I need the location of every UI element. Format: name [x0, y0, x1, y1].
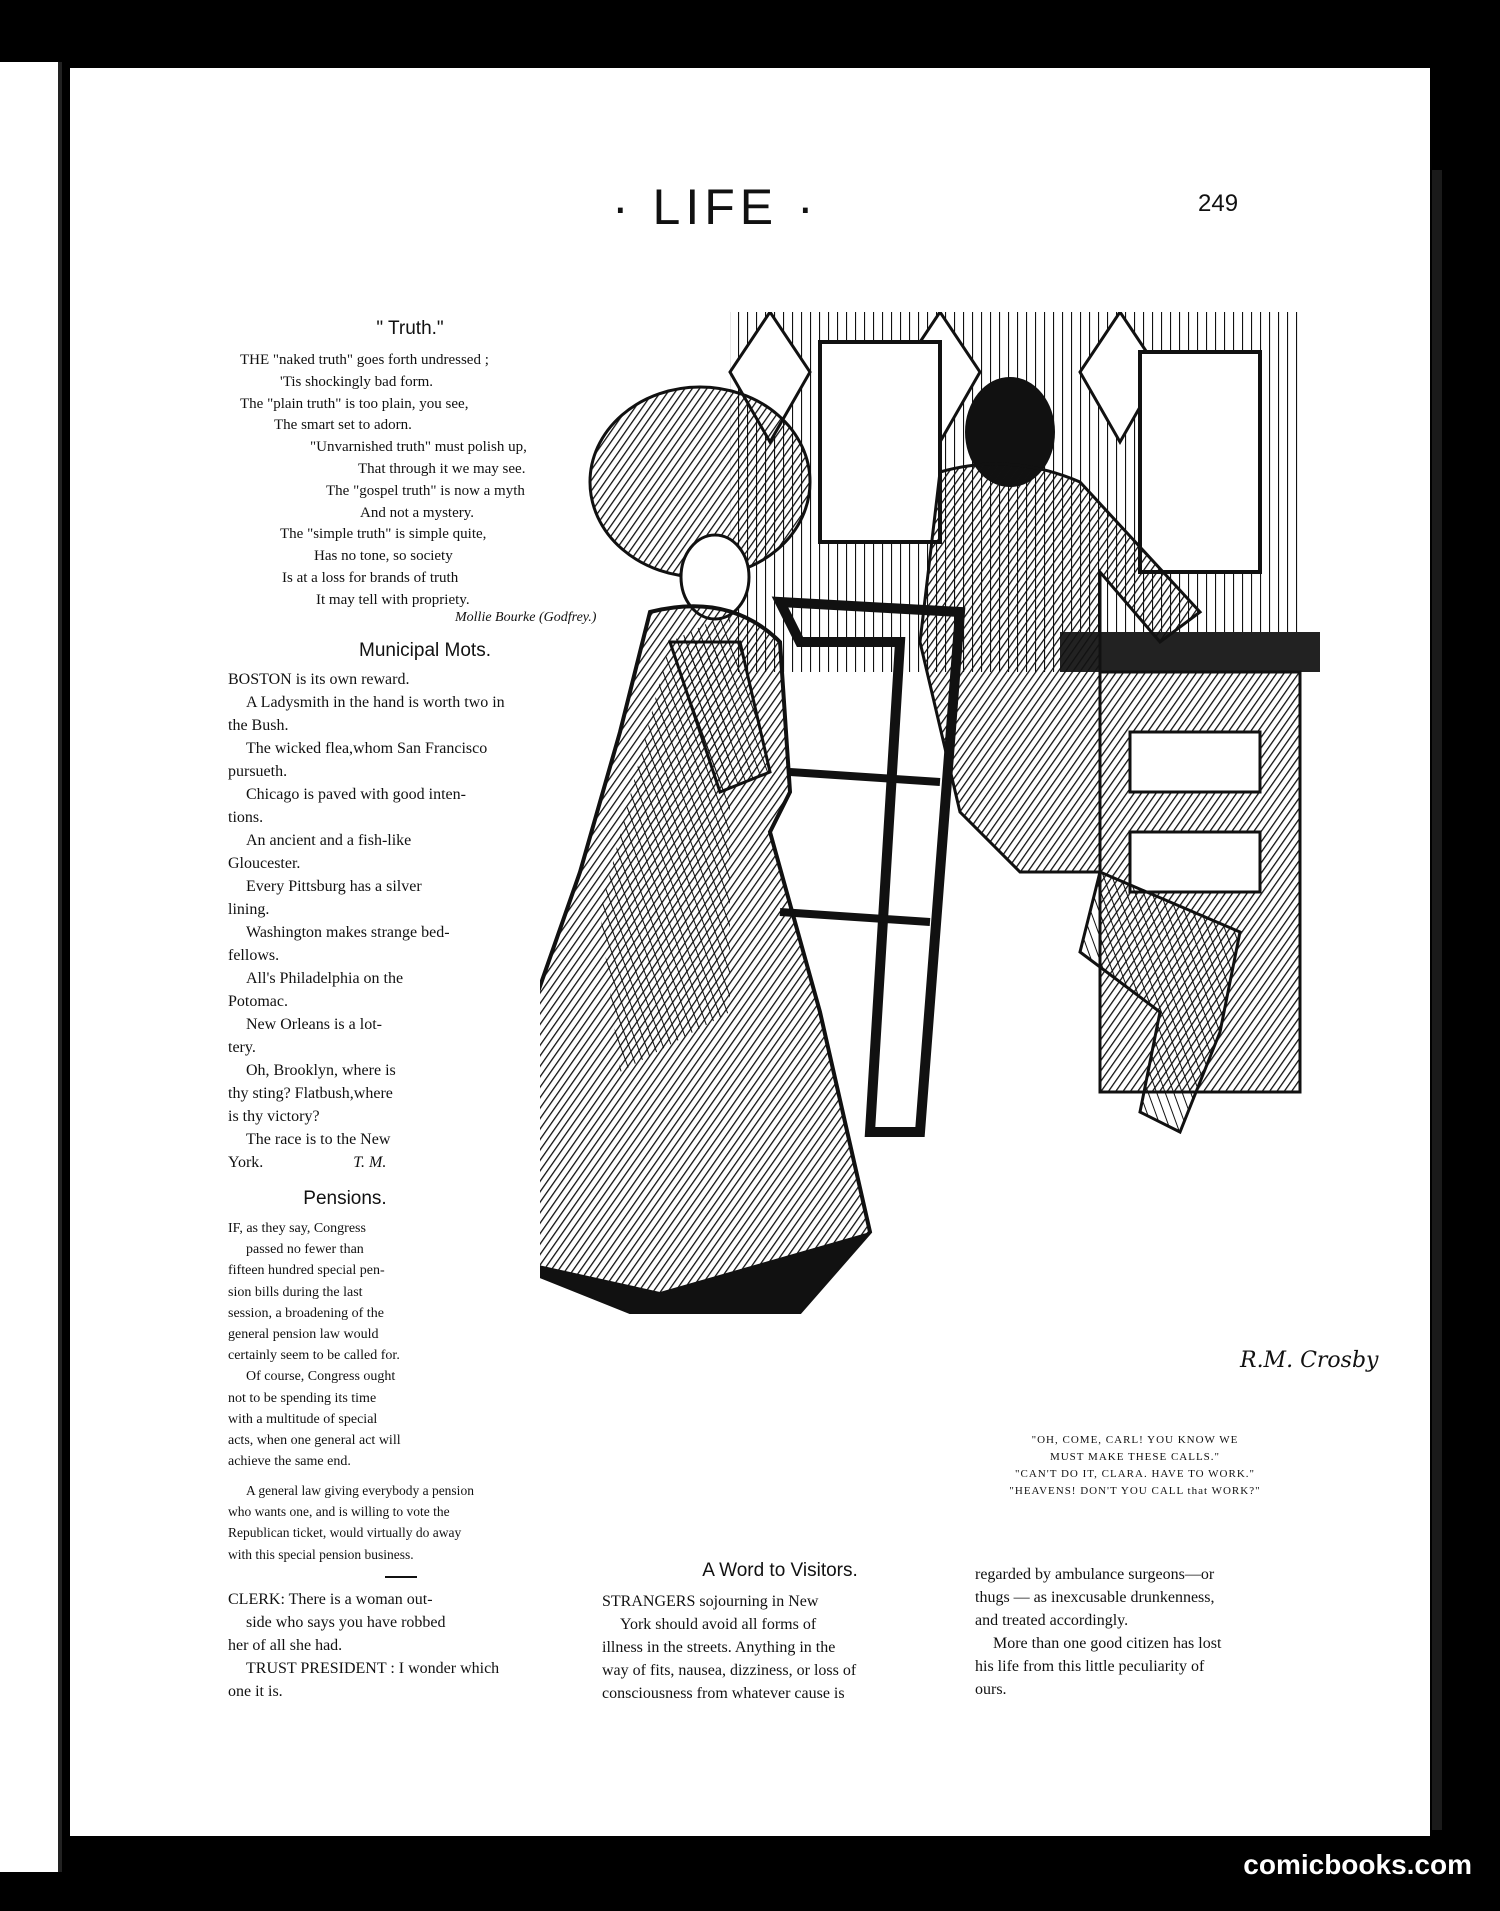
text-line: not to be spending its time	[228, 1390, 377, 1406]
poem-line: That through it we may see.	[358, 460, 526, 477]
text-line: achieve the same end.	[228, 1454, 351, 1470]
text-line: the Bush.	[228, 717, 289, 734]
page-number: 249	[1198, 190, 1239, 217]
text-line: fifteen hundred special pen-	[228, 1263, 385, 1279]
poem-line: And not a mystery.	[360, 504, 475, 521]
poem-line: 'Tis shockingly bad form.	[280, 373, 433, 390]
text-line: Chicago is paved with good inten-	[246, 786, 466, 803]
text-line: CLERK: There is a woman out-	[228, 1591, 433, 1608]
text-line: Washington makes strange bed-	[246, 924, 450, 941]
text-line: one it is.	[228, 1683, 283, 1700]
illustrator-signature: R.M. Crosby	[1240, 1348, 1379, 1373]
text-line: A Ladysmith in the hand is worth two in	[246, 694, 505, 711]
masthead: · LIFE ·	[612, 179, 819, 235]
text-line: his life from this little peculiarity of	[975, 1658, 1205, 1675]
visitors-column-2	[975, 1563, 1335, 1701]
text-line: Republican ticket, would virtually do away	[228, 1525, 462, 1541]
truth-signature: Mollie Bourke (Godfrey.)	[455, 610, 597, 625]
visitors-title: A Word to Visitors.	[702, 1560, 858, 1581]
text-line: is thy victory?	[228, 1108, 320, 1125]
text-line: certainly seem to be called for.	[228, 1348, 400, 1364]
poem-line: The "gospel truth" is now a myth	[326, 482, 525, 499]
text-line: Oh, Brooklyn, where is	[246, 1062, 396, 1079]
text-line: who wants one, and is willing to vote the	[228, 1504, 450, 1520]
pensions-title: Pensions.	[303, 1188, 387, 1209]
text-line: Of course, Congress ought	[246, 1369, 396, 1385]
poem-line: "Unvarnished truth" must polish up,	[310, 439, 527, 456]
text-line: and treated accordingly.	[975, 1612, 1129, 1629]
text-line: thugs — as inexcusable drunkenness,	[975, 1589, 1215, 1606]
text-line: passed no fewer than	[246, 1242, 364, 1258]
clerk-text	[228, 1588, 578, 1703]
text-line: general pension law would	[228, 1327, 379, 1343]
text-line: side who says you have robbed	[246, 1614, 446, 1631]
clerk-reply: I wonder which	[398, 1660, 500, 1677]
municipal-signature: T. M.	[353, 1154, 387, 1171]
poem-line: Is at a loss for brands of truth	[282, 569, 459, 586]
text-line: More than one good citizen has lost	[993, 1635, 1222, 1652]
text-line: Gloucester.	[228, 855, 301, 872]
text-line: York should avoid all forms of	[620, 1616, 817, 1633]
visitors-column-1	[602, 1590, 952, 1705]
text-line: tions.	[228, 809, 264, 826]
divider	[385, 1576, 417, 1578]
text-line: fellows.	[228, 947, 280, 964]
poem-line: Has no tone, so society	[314, 548, 453, 565]
text-line: tery.	[228, 1039, 256, 1056]
poem-line: It may tell with propriety.	[316, 591, 470, 608]
text-line: session, a broadening of the	[228, 1305, 384, 1321]
text-line: Every Pittsburg has a silver	[246, 878, 422, 895]
caption-line: "OH, COME, CARL! YOU KNOW WE	[1031, 1434, 1239, 1446]
text-line: Potomac.	[228, 993, 288, 1010]
illustration-caption	[935, 1432, 1335, 1500]
watermark: comicbooks.com	[1243, 1849, 1472, 1880]
text-line: IF, as they say, Congress	[228, 1221, 366, 1236]
caption-line: MUST MAKE THESE CALLS."	[1049, 1451, 1221, 1463]
text-line: The wicked flea,whom San Francisco	[246, 740, 488, 757]
clerk-speaker: TRUST PRESIDENT :	[246, 1660, 395, 1677]
poem-line: THE "naked truth" goes forth undressed ;	[240, 352, 489, 368]
poem-line: The "simple truth" is simple quite,	[280, 526, 487, 543]
text-line: with a multitude of special	[228, 1411, 378, 1427]
poem-line: The smart set to adorn.	[274, 417, 412, 434]
text-line	[228, 1657, 578, 1680]
text-line: her of all she had.	[228, 1637, 343, 1654]
text-line: thy sting? Flatbush,where	[228, 1085, 393, 1102]
caption-line: "HEAVENS! DON'T YOU CALL that WORK?"	[1009, 1485, 1261, 1497]
text-line: regarded by ambulance surgeons—or	[975, 1566, 1215, 1583]
text-line: illness in the streets. Anything in the	[602, 1639, 836, 1656]
text-line: BOSTON is its own reward.	[228, 671, 410, 688]
text-line: lining.	[228, 901, 270, 918]
text-line: with this special pension business.	[228, 1546, 414, 1562]
caption-line: "CAN'T DO IT, CLARA. HAVE TO WORK."	[1015, 1468, 1255, 1480]
text-line: STRANGERS sojourning in New	[602, 1593, 819, 1610]
previous-page-edge	[0, 62, 62, 1872]
text-line: pursueth.	[228, 763, 288, 780]
poem-line: The "plain truth" is too plain, you see,	[240, 395, 469, 412]
pensions-text	[228, 1218, 464, 1472]
text-line: An ancient and a fish-like	[246, 832, 412, 849]
pensions-text-wide	[228, 1480, 578, 1565]
page-gutter	[1432, 170, 1442, 1830]
text-line: The race is to the New	[246, 1131, 391, 1148]
text-line: York.	[228, 1154, 264, 1171]
text-line: A general law giving everybody a pension	[246, 1483, 474, 1498]
text-line: New Orleans is a lot-	[246, 1016, 382, 1033]
municipal-title: Municipal Mots.	[359, 640, 491, 661]
text-line: way of fits, nausea, dizziness, or loss of	[602, 1662, 857, 1679]
text-line: consciousness from whatever cause is	[602, 1685, 845, 1702]
truth-title: " Truth."	[376, 318, 444, 339]
text-line: sion bills during the last	[228, 1284, 363, 1300]
text-line: ours.	[975, 1681, 1007, 1698]
text-line: acts, when one general act will	[228, 1433, 401, 1449]
text-line: All's Philadelphia on the	[246, 970, 404, 987]
